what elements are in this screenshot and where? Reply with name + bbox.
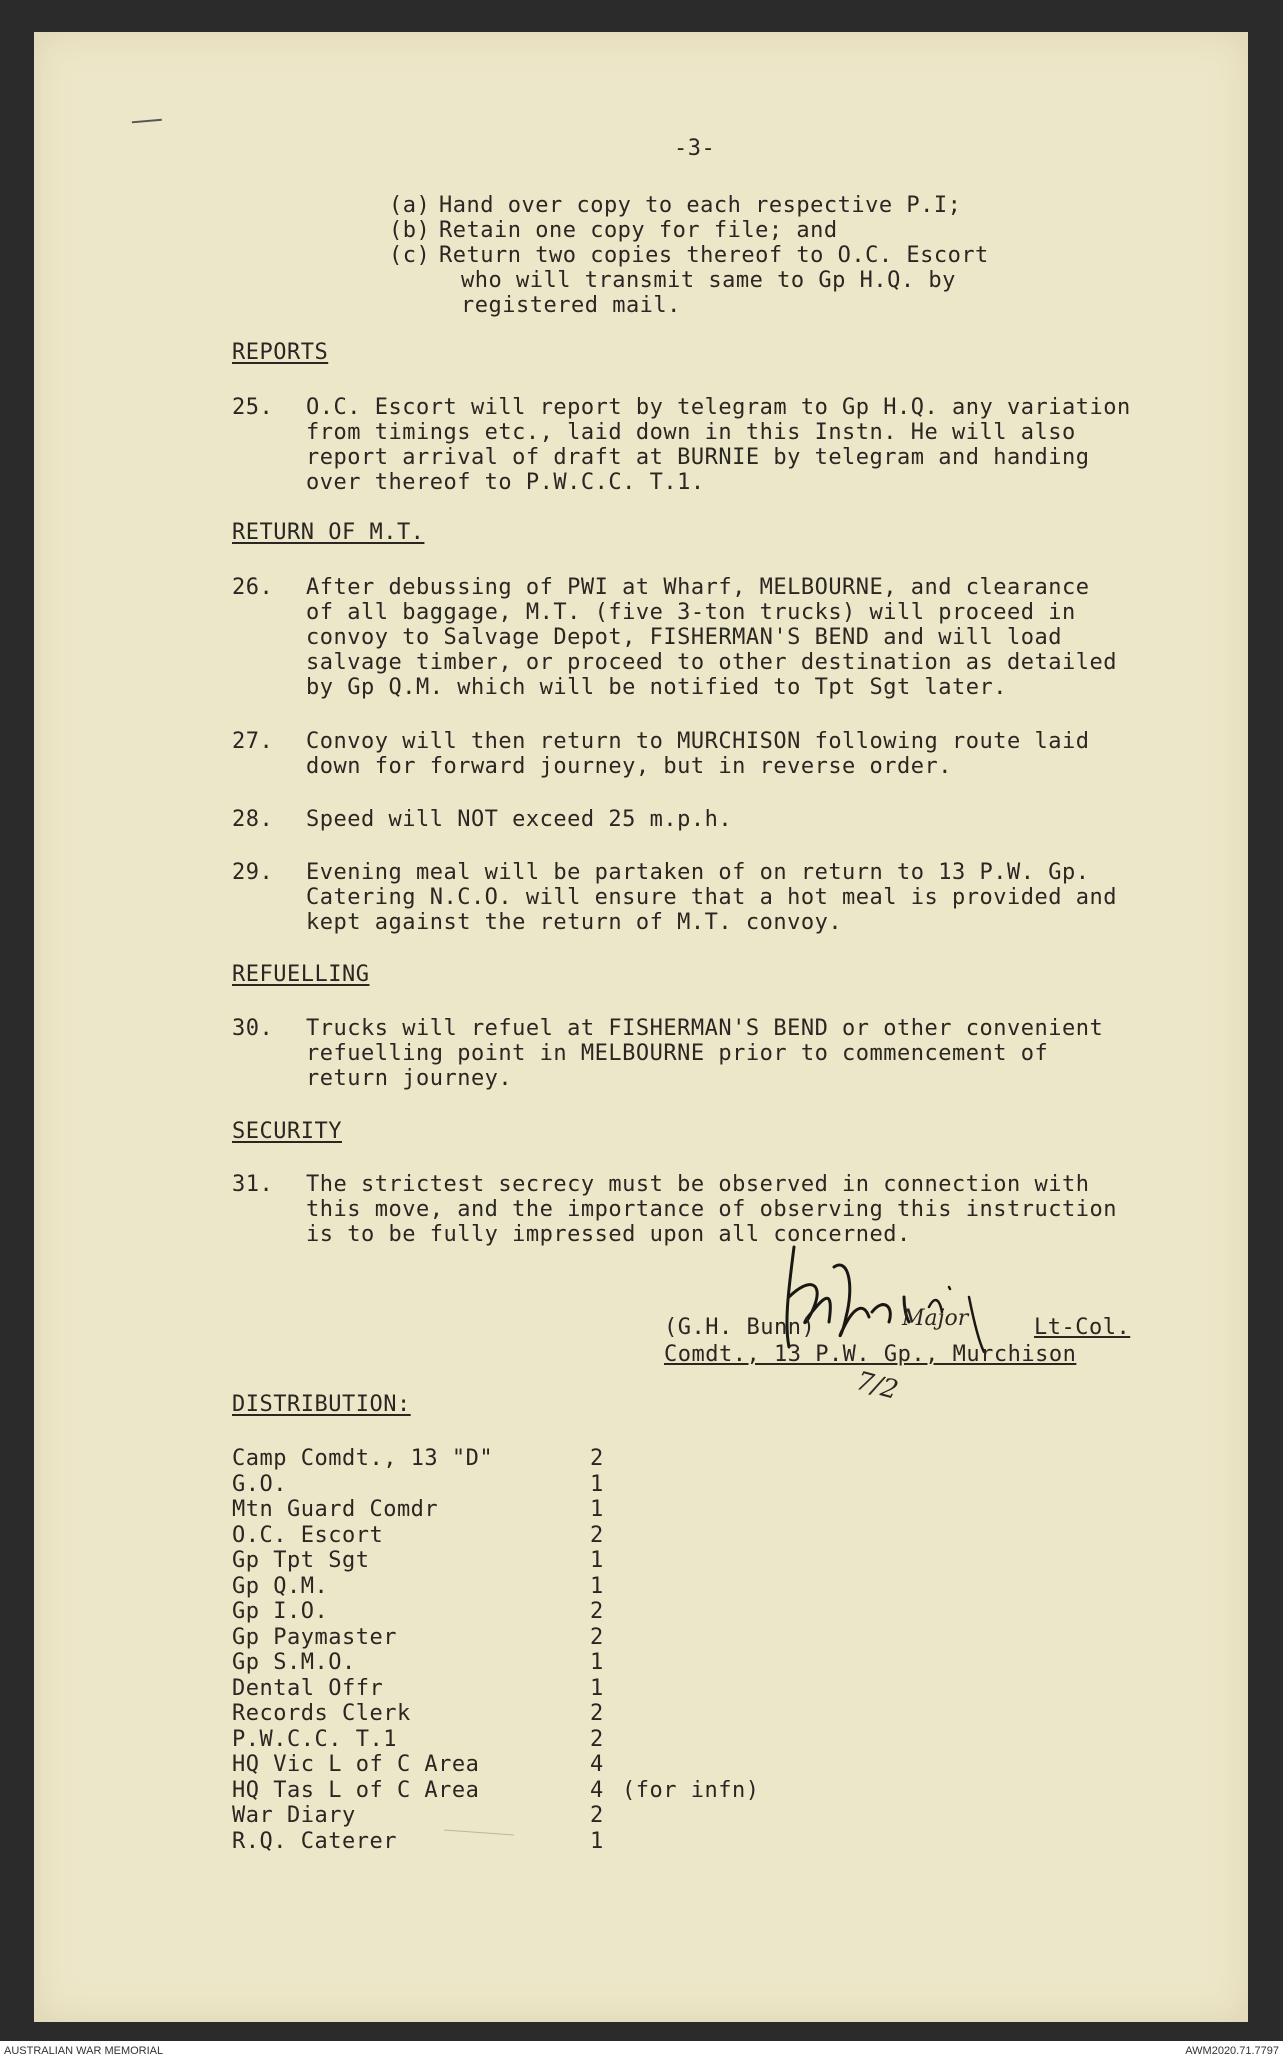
distribution-qty: 4 xyxy=(590,1752,604,1777)
document-page xyxy=(34,32,1248,2022)
subitem-letter: (b) xyxy=(389,218,431,243)
subitem-text: who will transmit same to Gp H.Q. by xyxy=(461,268,956,293)
distribution-recipient: G.O. xyxy=(232,1471,287,1497)
distribution-recipient: HQ Vic L of C Area xyxy=(232,1752,480,1777)
paragraph-27 xyxy=(232,729,1232,784)
distribution-recipient: P.W.C.C. T.1 xyxy=(232,1726,397,1752)
subitem-text: Return two copies thereof to O.C. Escort xyxy=(439,243,989,268)
distribution-recipient: Gp Q.M. xyxy=(232,1573,329,1599)
distribution-recipient: Dental Offr xyxy=(232,1675,384,1701)
distribution-recipient: HQ Tas L of C Area xyxy=(232,1777,480,1803)
subitem-text: Hand over copy to each respective P.I; xyxy=(439,193,962,218)
paragraph-line: convoy to Salvage Depot, FISHERMAN'S BEND and will load xyxy=(306,625,1062,650)
paragraph-line: Speed will NOT exceed 25 m.p.h. xyxy=(306,807,733,832)
distribution-row xyxy=(232,1829,932,1854)
paragraph-number: 31. xyxy=(232,1172,274,1197)
distribution-row xyxy=(232,1599,932,1624)
distribution-qty: 4 xyxy=(590,1777,604,1803)
paragraph-line: refuelling point in MELBOURNE prior to commencement of xyxy=(306,1041,1049,1066)
subitem-letter: (a) xyxy=(389,193,431,218)
paragraph-number: 25. xyxy=(232,395,274,420)
distribution-qty: 1 xyxy=(590,1573,604,1599)
distribution-qty: 2 xyxy=(590,1726,604,1752)
distribution-row xyxy=(232,1548,932,1573)
paragraph-line: Catering N.C.O. will ensure that a hot meal is provided and xyxy=(306,885,1117,910)
subitem-letter: (c) xyxy=(389,243,431,268)
paragraph-line: down for forward journey, but in reverse order. xyxy=(306,754,953,779)
distribution-qty: 2 xyxy=(590,1446,604,1471)
paragraph-number: 29. xyxy=(232,860,274,885)
subitem-list xyxy=(389,193,1189,323)
paragraph-line: over thereof to P.W.C.C. T.1. xyxy=(306,470,705,495)
margin-mark xyxy=(132,119,162,128)
distribution-row xyxy=(232,1446,932,1471)
signatory-title: Comdt., 13 P.W. Gp., Murchison xyxy=(664,1342,1077,1367)
section-heading-return-mt: RETURN OF M.T. xyxy=(232,520,425,545)
distribution-recipient: O.C. Escort xyxy=(232,1522,384,1548)
distribution-row xyxy=(232,1752,932,1777)
distribution-qty: 2 xyxy=(590,1701,604,1726)
distribution-recipient: Gp Tpt Sgt xyxy=(232,1548,370,1573)
distribution-recipient: Camp Comdt., 13 "D" xyxy=(232,1446,494,1471)
distribution-qty: 1 xyxy=(590,1497,604,1522)
distribution-row xyxy=(232,1574,932,1599)
distribution-recipient: War Diary xyxy=(232,1803,356,1828)
distribution-row xyxy=(232,1727,932,1752)
distribution-row xyxy=(232,1778,932,1803)
distribution-row xyxy=(232,1650,932,1675)
distribution-qty: 2 xyxy=(590,1803,604,1828)
distribution-row xyxy=(232,1523,932,1548)
paragraph-line: O.C. Escort will report by telegram to Gp H.Q. any variation xyxy=(306,395,1131,420)
paragraph-line: from timings etc., laid down in this Instn. He will also xyxy=(306,420,1076,445)
paragraph-line: is to be fully impressed upon all concerned. xyxy=(306,1222,911,1247)
section-heading-refuelling: REFUELLING xyxy=(232,962,370,987)
distribution-row xyxy=(232,1497,932,1522)
subitem-text: Retain one copy for file; and xyxy=(439,218,838,243)
paragraph-number: 30. xyxy=(232,1016,274,1041)
page-number: -3- xyxy=(674,136,716,161)
section-heading-security: SECURITY xyxy=(232,1119,342,1144)
distribution-qty: 1 xyxy=(590,1471,604,1497)
distribution-list xyxy=(232,1446,932,1856)
distribution-qty: 2 xyxy=(590,1599,604,1624)
paragraph-line: After debussing of PWI at Wharf, MELBOURNE, and clearance xyxy=(306,575,1090,600)
distribution-qty: 1 xyxy=(590,1828,604,1854)
distribution-recipient: Gp S.M.O. xyxy=(232,1650,356,1675)
paragraph-line: by Gp Q.M. which will be notified to Tpt Sgt later. xyxy=(306,675,1008,700)
paragraph-26 xyxy=(232,575,1232,705)
subitem-text: registered mail. xyxy=(461,293,681,318)
distribution-qty: 1 xyxy=(590,1548,604,1573)
paragraph-number: 28. xyxy=(232,807,274,832)
paragraph-line: of all baggage, M.T. (five 3-ton trucks) will proceed in xyxy=(306,600,1076,625)
paragraph-line: Trucks will refuel at FISHERMAN'S BEND or other convenient xyxy=(306,1016,1104,1041)
distribution-recipient: R.Q. Caterer xyxy=(232,1828,397,1854)
distribution-row xyxy=(232,1625,932,1650)
distribution-qty: 1 xyxy=(590,1650,604,1675)
paragraph-number: 26. xyxy=(232,575,274,600)
paragraph-line: The strictest secrecy must be observed in connection with xyxy=(306,1172,1090,1197)
distribution-row xyxy=(232,1676,932,1701)
handwritten-initials: 7/2 xyxy=(852,1366,902,1406)
paragraph-29 xyxy=(232,860,1232,940)
paragraph-30 xyxy=(232,1016,1232,1096)
footer-reference: AWM2020.71.7797 xyxy=(1185,2045,1279,2057)
paragraph-line: this move, and the importance of observing this instruction xyxy=(306,1197,1117,1222)
footer-institution: AUSTRALIAN WAR MEMORIAL xyxy=(4,2045,164,2057)
distribution-note: (for infn) xyxy=(622,1777,760,1803)
paragraph-line: report arrival of draft at BURNIE by telegram and handing xyxy=(306,445,1090,470)
paragraph-28 xyxy=(232,807,1232,835)
distribution-row xyxy=(232,1701,932,1726)
distribution-row xyxy=(232,1472,932,1497)
paragraph-25 xyxy=(232,395,1232,505)
distribution-recipient: Mtn Guard Comdr xyxy=(232,1497,439,1522)
paragraph-line: salvage timber, or proceed to other destination as detailed xyxy=(306,650,1117,675)
section-heading-reports: REPORTS xyxy=(232,340,329,365)
paragraph-line: kept against the return of M.T. convoy. xyxy=(306,910,843,935)
distribution-row xyxy=(232,1803,932,1828)
paragraph-number: 27. xyxy=(232,729,274,754)
archive-footer xyxy=(0,2041,1283,2061)
distribution-recipient: Gp I.O. xyxy=(232,1599,329,1624)
distribution-recipient: Records Clerk xyxy=(232,1701,411,1726)
distribution-qty: 2 xyxy=(590,1522,604,1548)
signatory-rank: Lt-Col. xyxy=(1034,1315,1131,1340)
paragraph-line: Convoy will then return to MURCHISON following route laid xyxy=(306,729,1090,754)
handwritten-rank: Major xyxy=(902,1306,969,1331)
distribution-qty: 1 xyxy=(590,1675,604,1701)
distribution-qty: 2 xyxy=(590,1624,604,1650)
paragraph-line: Evening meal will be partaken of on return to 13 P.W. Gp. xyxy=(306,860,1090,885)
distribution-heading: DISTRIBUTION: xyxy=(232,1392,411,1417)
distribution-recipient: Gp Paymaster xyxy=(232,1624,397,1650)
signatory-name: (G.H. Bunn) xyxy=(664,1315,816,1340)
paragraph-line: return journey. xyxy=(306,1066,513,1091)
